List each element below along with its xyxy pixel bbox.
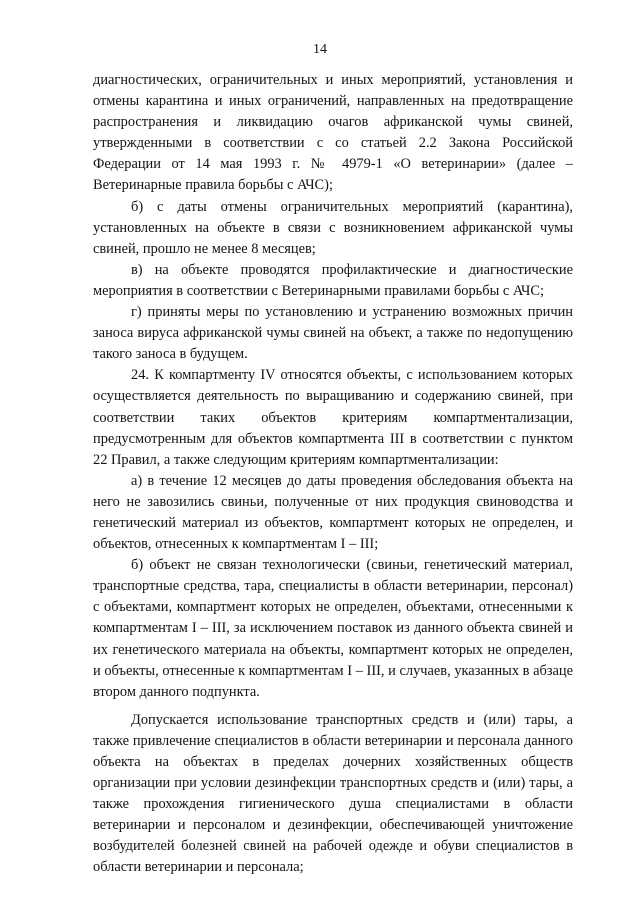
paragraph-item-b2: б) объект не связан технологически (свиньи, генетический материал, транспортные средства, тара, специалисты в области ветеринарии, персонал) с объектами, компартмент которых не определен, объектами, отнесенными к компартментам I – III, за исключением поставок из данного объекта свиней и их генетического материала на объекты, компартмент которых не определен, и объекты, отнесенные к компартментам I – III, и случаев, указанных в абзаце втором данного подпункта. — [93, 557, 573, 700]
paragraph-clause-24: 24. К компартменту IV относятся объекты, с использованием которых осуществляется деятельность по выращиванию и содержанию свиней, при соответствии таких объектов критериям компартментализации, предусмотренным для объектов компартмента III в соответствии с пунктом 22 Правил, а также следующим критериям компартментализации: — [93, 367, 573, 468]
paragraph-continuation: диагностических, ограничительных и иных мероприятий, установления и отмены карантина и иных ограничений, направленных на предотвращение распространения и ликвидацию очагов африканской чумы свиней, утвержденными в соответствии с со статьей 2.2 Закона Российской Федерации от 14 мая 1993 г. № 4979-1 «О ветеринарии» (далее – Ветеринарные правила борьбы с АЧС); — [93, 72, 573, 194]
paragraph-item-v: в) на объекте проводятся профилактические и диагностические мероприятия в соответствии с Ветеринарными правилами борьбы с АЧС; — [93, 261, 573, 299]
document-body — [93, 70, 573, 879]
paragraph-item-a: а) в течение 12 месяцев до даты проведения обследования объекта на него не завозились свиньи, полученные от них продукция свиноводства и генетический материал из объектов, компартмент которых не определен, и объектов, отнесенных к компартментам I – III; — [93, 472, 573, 553]
page-number: 14 — [313, 42, 327, 57]
paragraph-item-g: г) приняты меры по установлению и устранению возможных причин заноса вируса африканской чумы свиней на объект, а также по недопущению такого заноса в будущем. — [93, 304, 573, 363]
paragraph-item-b: б) с даты отмены ограничительных мероприятий (карантина), установленных на объекте в связи с возникновением африканской чумы свиней, прошло не менее 8 месяцев; — [93, 198, 573, 257]
paragraph-gap — [93, 703, 573, 710]
paragraph-permitted-use: Допускается использование транспортных средств и (или) тары, а также привлечение специалистов в области ветеринарии и персонала данного объекта на объектах в пределах дочерних хозяйственных обществ организации при условии дезинфекции транспортных средств и (или) тары, а также прохождения гигиенического душа специалистами в области ветеринарии и персоналом и дезинфекции, обеспечивающей уничтожение возбудителей болезней свиней на рабочей одежде и обуви специалистов в области ветеринарии и персонала; — [93, 711, 573, 876]
